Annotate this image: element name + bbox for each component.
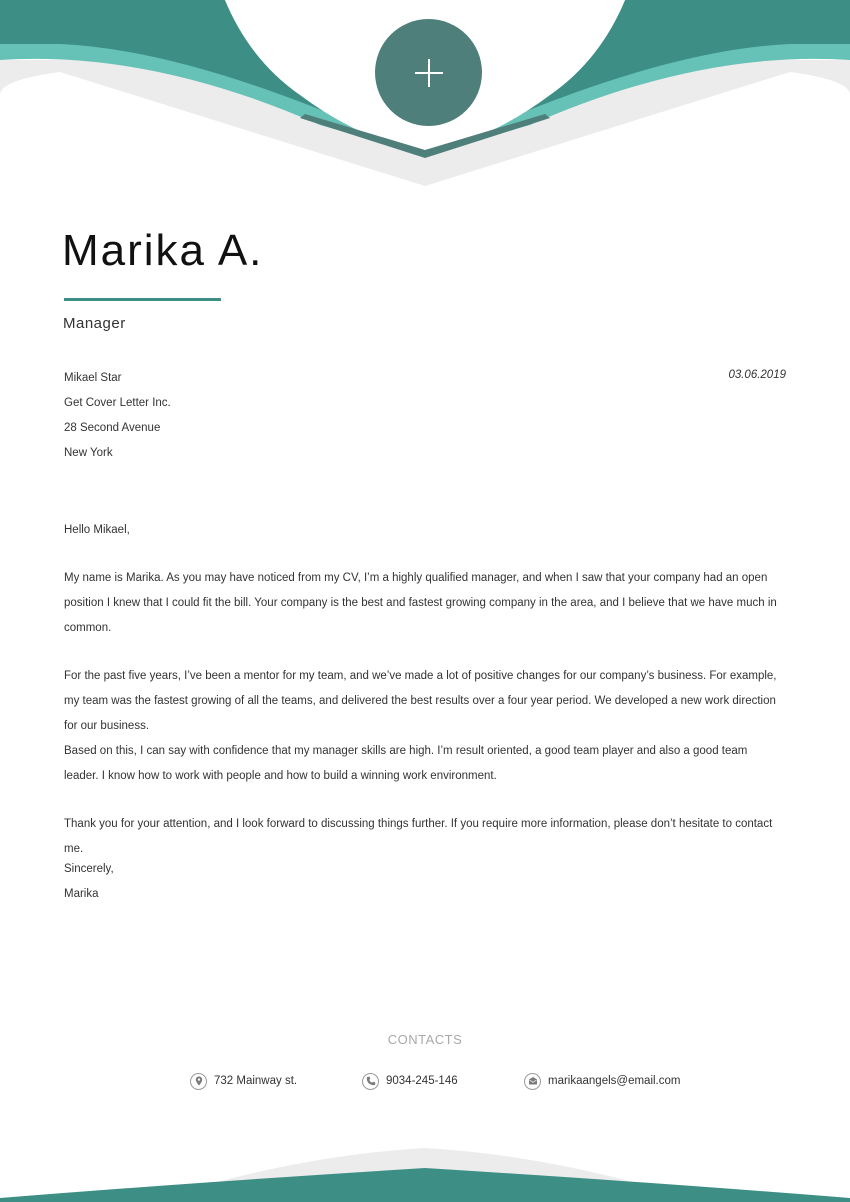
paragraph-3: Based on this, I can say with confidence that my manager skills are high. I’m result oriented, a good team player and also a good team leader. I know how to work with people and how to build a winning work environment. xyxy=(64,745,748,782)
paragraph-4: Thank you for your attention, and I look forward to discussing things further. If you require more information, please don’t hesitate to contact me. xyxy=(64,818,773,855)
contact-address-text: 732 Mainway st. xyxy=(214,1075,298,1087)
closing: Sincerely, xyxy=(64,863,114,875)
footer-decoration xyxy=(0,1142,850,1202)
recipient-name: Mikael Star xyxy=(64,372,122,384)
recipient-city: New York xyxy=(64,447,113,459)
letter-body xyxy=(64,518,784,885)
contact-email[interactable] xyxy=(524,1071,680,1091)
greeting: Hello Mikael, xyxy=(64,524,130,536)
applicant-role: Manager xyxy=(63,315,126,332)
paragraph-1: My name is Marika. As you may have noticed from my CV, I’m a highly qualified manager, and when I saw that your company had an open position I knew that I could fit the bill. Your company is the best and fastest growing company in the area, and I believe that we have much in common. xyxy=(64,572,777,634)
recipient-block xyxy=(64,366,171,466)
recipient-street: 28 Second Avenue xyxy=(64,422,161,434)
letter-date: 03.06.2019 xyxy=(728,369,786,381)
signature: Marika xyxy=(64,888,99,900)
contact-email-text[interactable]: marikaangels@email.com xyxy=(548,1075,681,1087)
phone-icon xyxy=(362,1073,379,1090)
signoff xyxy=(64,857,114,907)
name-underline xyxy=(64,298,221,301)
contacts-title: CONTACTS xyxy=(387,1032,463,1047)
paragraph-2: For the past five years, I’ve been a mentor for my team, and we’ve made a lot of positive changes for our company’s business. For example, my team was the fastest growing of all the teams, and delivered the best results over a four year period. We developed a new work direction for our business. xyxy=(64,670,777,732)
contact-address xyxy=(190,1071,297,1091)
recipient-company: Get Cover Letter Inc. xyxy=(64,397,171,409)
footer-teal-band xyxy=(0,1168,850,1202)
plus-icon xyxy=(414,58,444,88)
contact-phone-text: 9034-245-146 xyxy=(386,1075,458,1087)
avatar-placeholder[interactable] xyxy=(375,19,482,126)
applicant-name: Marika A. xyxy=(62,226,264,275)
location-pin-icon xyxy=(190,1073,207,1090)
contact-phone xyxy=(362,1071,458,1091)
envelope-icon xyxy=(524,1073,541,1090)
